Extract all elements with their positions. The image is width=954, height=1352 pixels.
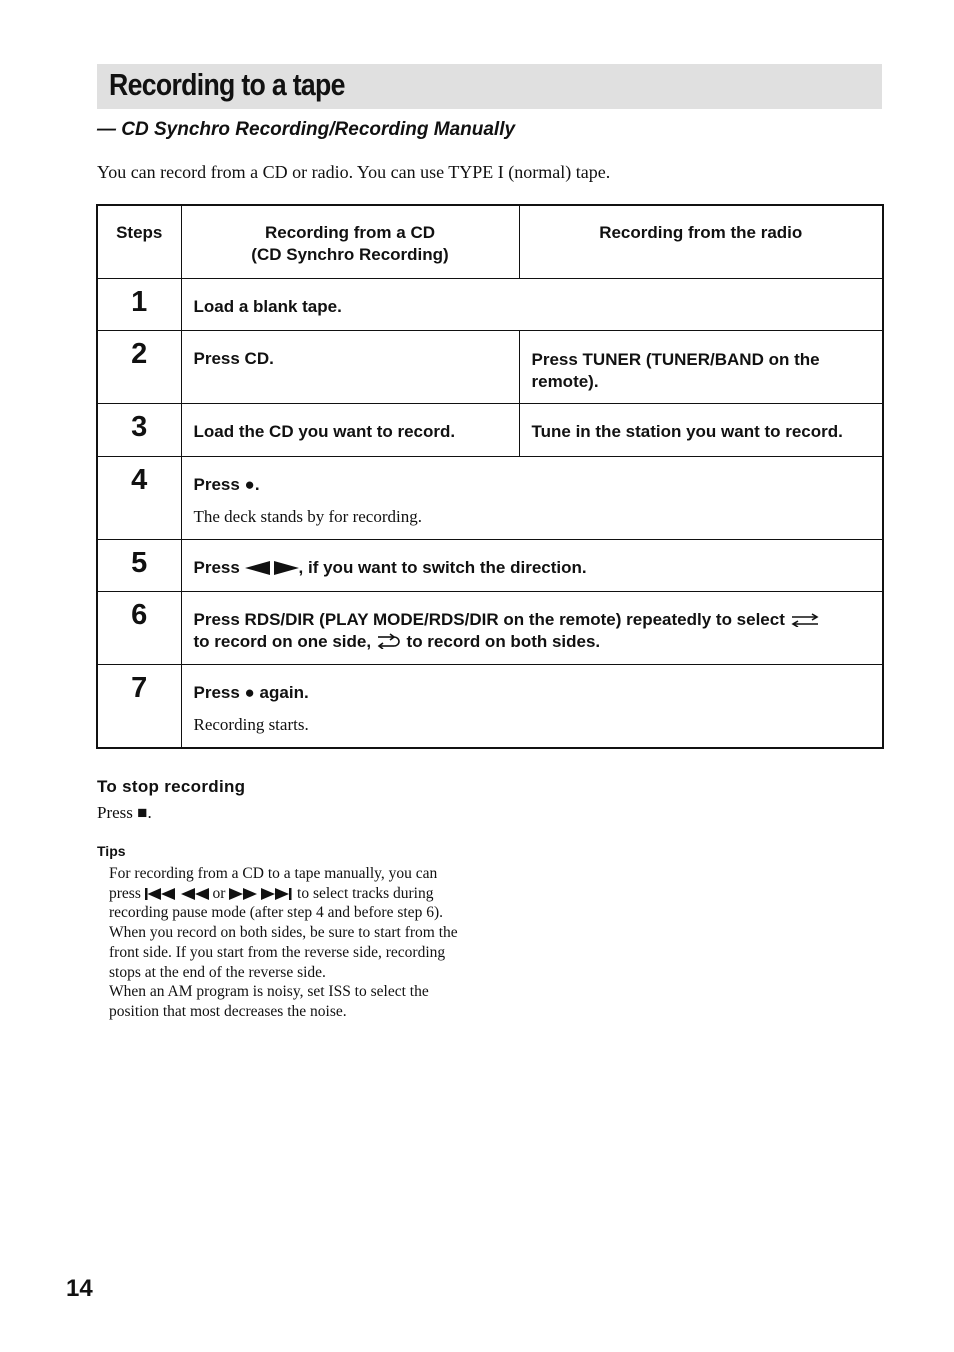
intro-text: You can record from a CD or radio. You can use TYPE I (normal) tape. [97,162,611,182]
step-number: 6 [97,591,181,664]
one-side-mode-icon [790,610,820,629]
table-row [97,664,883,748]
tips-list [109,864,469,1022]
step-text: Press [193,474,245,494]
page-number: 14 [66,1275,93,1302]
stop-recording-text [97,803,152,823]
radio-column-header: Recording from the radio [519,205,883,278]
stop-text: Press [97,803,138,822]
step-cell [181,456,883,539]
cd-column-header-line1: Recording from a CD [264,223,436,242]
tips-heading: Tips [97,843,126,859]
cd-column-header-line2: (CD Synchro Recording) [251,245,449,264]
step-text: . [254,474,260,494]
steps-column-header: Steps [97,205,181,278]
step-number: 2 [97,330,181,403]
stop-icon: ■ [137,803,148,822]
tip-text: to select tracks during recording pause mode (after step 4 and before step 6). [109,884,443,922]
stop-text-end: . [147,803,152,822]
step-instruction [194,474,871,496]
step-cell [181,664,883,748]
step-radio-text: Tune in the station you want to record. [519,403,883,456]
table-row [97,330,883,403]
tip-text: or [208,884,230,902]
both-sides-mode-icon [376,632,402,651]
step-number: 4 [97,456,181,539]
record-icon: ● [244,474,255,494]
table-row [97,278,883,330]
step-cd-text: Press CD. [181,330,519,403]
table-row [97,539,883,591]
step-text: again. [254,682,309,702]
stop-recording-heading: To stop recording [97,777,246,796]
step-cell [181,591,883,664]
step-text: Press [193,682,245,702]
step-number: 1 [97,278,181,330]
step-instruction [194,682,871,704]
step-number: 3 [97,403,181,456]
fast-forward-icon [229,885,257,902]
direction-toggle-icon [245,558,299,577]
step-text: Press RDS/DIR (PLAY MODE/RDS/DIR on the remote) repeatedly to select [193,609,790,629]
step-cell [181,539,883,591]
step-text: Press [193,557,245,577]
step-text: , if you want to switch the direction. [298,557,587,577]
step-note: Recording starts. [193,714,309,734]
table-row [97,403,883,456]
record-icon: ● [244,682,255,702]
table-row [97,456,883,539]
step-text: Load a blank tape. [181,278,883,330]
step-note: The deck stands by for recording. [193,506,422,526]
step-cd-text: Load the CD you want to record. [181,403,519,456]
step-number: 7 [97,664,181,748]
tip-item: When you record on both sides, be sure to start from the front side. If you start from the reverse side, recording stops at the end of the reverse side. [109,924,458,981]
cd-column-header [181,205,519,278]
tip-text: For recording from a CD to a tape manually, you can press [109,865,438,902]
next-track-icon [261,885,293,902]
tip-item [109,864,469,923]
previous-track-icon [145,885,177,902]
table-row [97,591,883,664]
step-radio-text: Press TUNER (TUNER/BAND on the remote). [519,330,883,403]
rewind-icon [181,885,209,902]
page-title: Recording to a tape [109,67,345,102]
table-header-row [97,205,883,278]
step-text: to record on both sides. [401,631,601,651]
step-number: 5 [97,539,181,591]
steps-table [96,204,884,749]
step-text: to record on one side, [193,631,376,651]
title-bar [97,64,882,109]
page-subtitle: — CD Synchro Recording/Recording Manually [97,119,516,140]
tip-item: When an AM program is noisy, set ISS to select the position that most decreases the noise. [109,983,429,1020]
